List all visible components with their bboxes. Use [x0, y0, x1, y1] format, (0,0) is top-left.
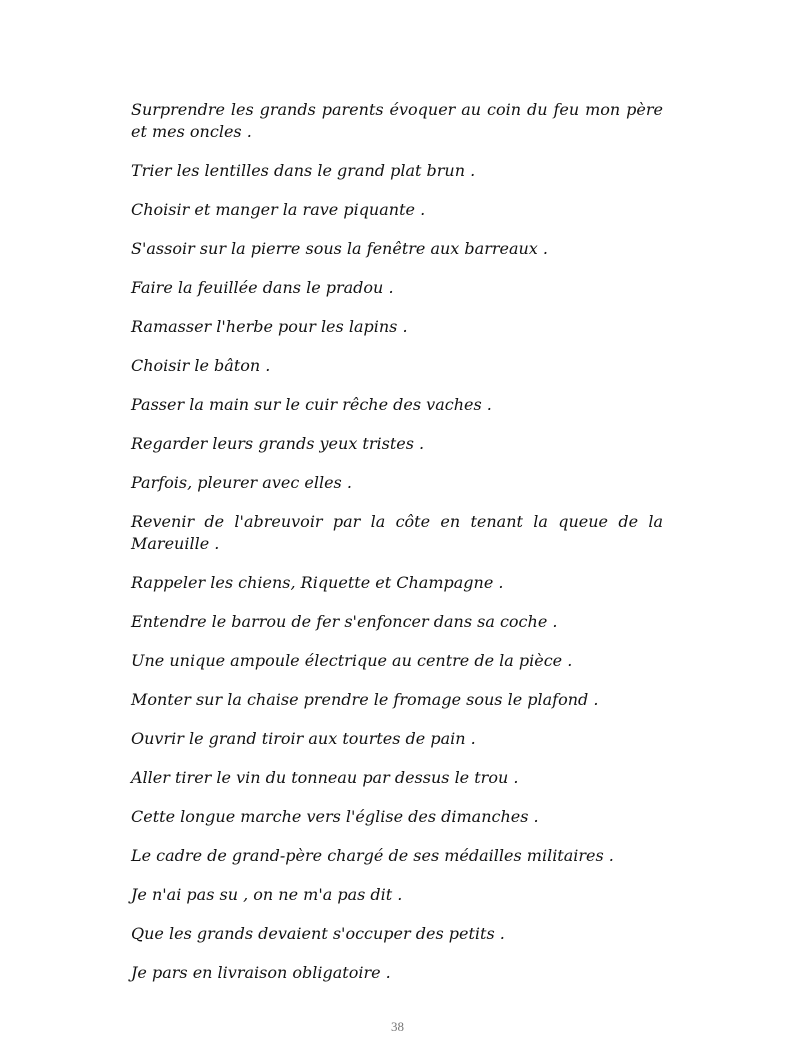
paragraph: Choisir le bâton .: [131, 356, 271, 375]
paragraph: Parfois, pleurer avec elles .: [131, 473, 352, 492]
page-number: 38: [391, 1019, 404, 1034]
paragraph: Que les grands devaient s'occuper des petits .: [131, 924, 505, 943]
paragraph: Une unique ampoule électrique au centre de la pièce .: [131, 651, 573, 670]
paragraph: Le cadre de grand-père chargé de ses médailles militaires .: [131, 846, 614, 865]
paragraph: Ramasser l'herbe pour les lapins .: [131, 317, 408, 336]
paragraph: Trier les lentilles dans le grand plat brun .: [131, 161, 476, 180]
paragraph: Aller tirer le vin du tonneau par dessus le trou .: [131, 768, 519, 787]
paragraph: Passer la main sur le cuir rêche des vaches .: [131, 395, 492, 414]
paragraph: S'assoir sur la pierre sous la fenêtre aux barreaux .: [131, 239, 548, 258]
text-body: [131, 99, 663, 984]
paragraph: Regarder leurs grands yeux tristes .: [131, 434, 425, 453]
paragraph: Surprendre les grands parents évoquer au coin du feu mon père et mes oncles .: [131, 100, 663, 141]
paragraph: Monter sur la chaise prendre le fromage sous le plafond .: [131, 690, 599, 709]
paragraph: Cette longue marche vers l'église des dimanches .: [131, 807, 539, 826]
paragraph: Revenir de l'abreuvoir par la côte en tenant la queue de la Mareuille .: [131, 512, 663, 553]
paragraph: Entendre le barrou de fer s'enfoncer dans sa coche .: [131, 612, 558, 631]
paragraph: Je n'ai pas su , on ne m'a pas dit .: [131, 885, 403, 904]
paragraph: Ouvrir le grand tiroir aux tourtes de pain .: [131, 729, 476, 748]
paragraph: Choisir et manger la rave piquante .: [131, 200, 426, 219]
paragraph: Je pars en livraison obligatoire .: [131, 963, 391, 982]
paragraph: Faire la feuillée dans le pradou .: [131, 278, 394, 297]
paragraph: Rappeler les chiens, Riquette et Champagne .: [131, 573, 504, 592]
